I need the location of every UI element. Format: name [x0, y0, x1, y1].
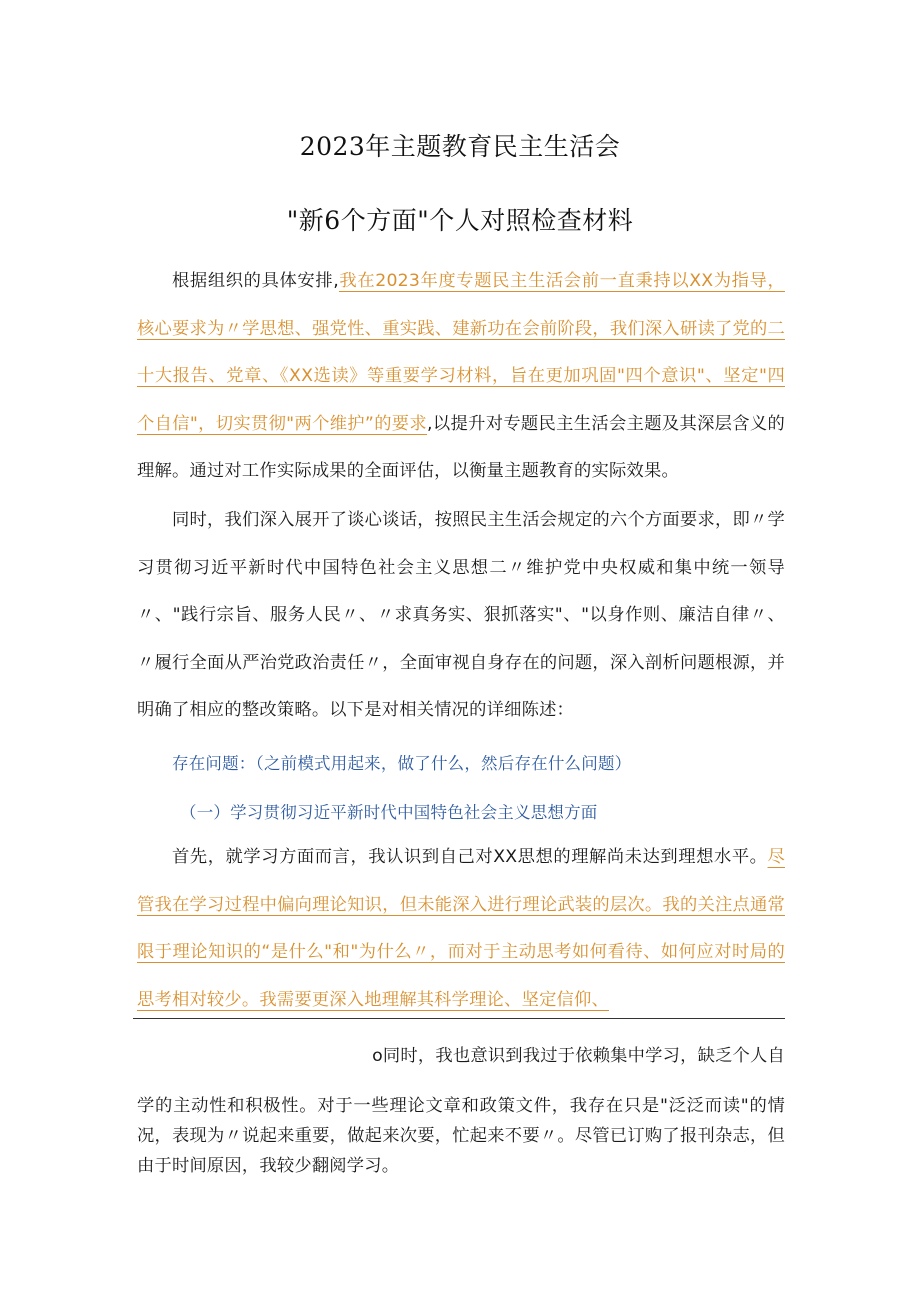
- document-title: 2023年主题教育民主生活会: [299, 132, 621, 161]
- page-divider: [133, 1018, 785, 1019]
- problem-heading: 存在问题：（之前模式用起来，做了什么，然后存在什么问题）: [172, 754, 632, 773]
- self-study-paragraph: 学的主动性和积极性。对于一些理论文章和政策文件，我存在只是"泛泛而读"的情况，表现为〃说起来重要，做起来次要，忙起来不要〃。尽管已订购了报刊杂志，但由于时间原因，我较少翻阅学习。: [137, 1096, 785, 1176]
- intro-lead: 根据组织的具体安排,: [172, 271, 339, 291]
- intro-highlight: 我在2023年度专题民主生活会前一直秉持以XX为指导，核心要求为〃学思想、强党性、重实践、建新功在会前阶段，我们深入研读了党的二十大报告、党章、《XX选读》等重要学习材料，旨在更加巩固"四个意识"、坚定"四个自信"，切实贯彻"两个维护”的要求: [137, 271, 785, 434]
- study-highlight: 尽管我在学习过程中偏向理论知识，但未能深入进行理论武装的层次。我的关注点通常限于理论知识的“是什么"和"为什么〃，而对于主动思考如何看待、如何应对时局的思考相对较少。我需要更深入地理解其科学理论、坚定信仰、: [137, 847, 785, 1010]
- intro-paragraph: [137, 258, 785, 496]
- study-paragraph: [137, 834, 785, 1024]
- document-subtitle: "新6个方面"个人对照检查材料: [286, 206, 634, 235]
- section-heading: （一）学习贯彻习近平新时代中国特色社会主义思想方面: [180, 803, 598, 822]
- six-aspects-paragraph: 同时，我们深入展开了谈心谈话，按照民主生活会规定的六个方面要求，即〃学习贯彻习近平新时代中国特色社会主义思想二〃维护党中央权威和集中统一领导〃、"践行宗旨、服务人民〃、〃求真务实、狠抓落实"、"以身作则、廉洁自律〃、〃履行全面从严治党政治责任〃，全面审视自身存在的问题，深入剖析问题根源，并明确了相应的整改策略。以下是对相关情况的详细陈述：: [137, 510, 785, 720]
- intro-tail: ,以提升对专题民主生活会主题及其深层含义的理解。通过对工作实际成果的全面评估，以衡量主题教育的实际效果。: [137, 413, 785, 481]
- self-study-first-line: o同时，我也意识到我过于依赖集中学习，缺乏个人自: [372, 1046, 785, 1066]
- study-lead: 首先，就学习方面而言，我认识到自己对XX思想的理解尚未达到理想水平。: [172, 847, 768, 867]
